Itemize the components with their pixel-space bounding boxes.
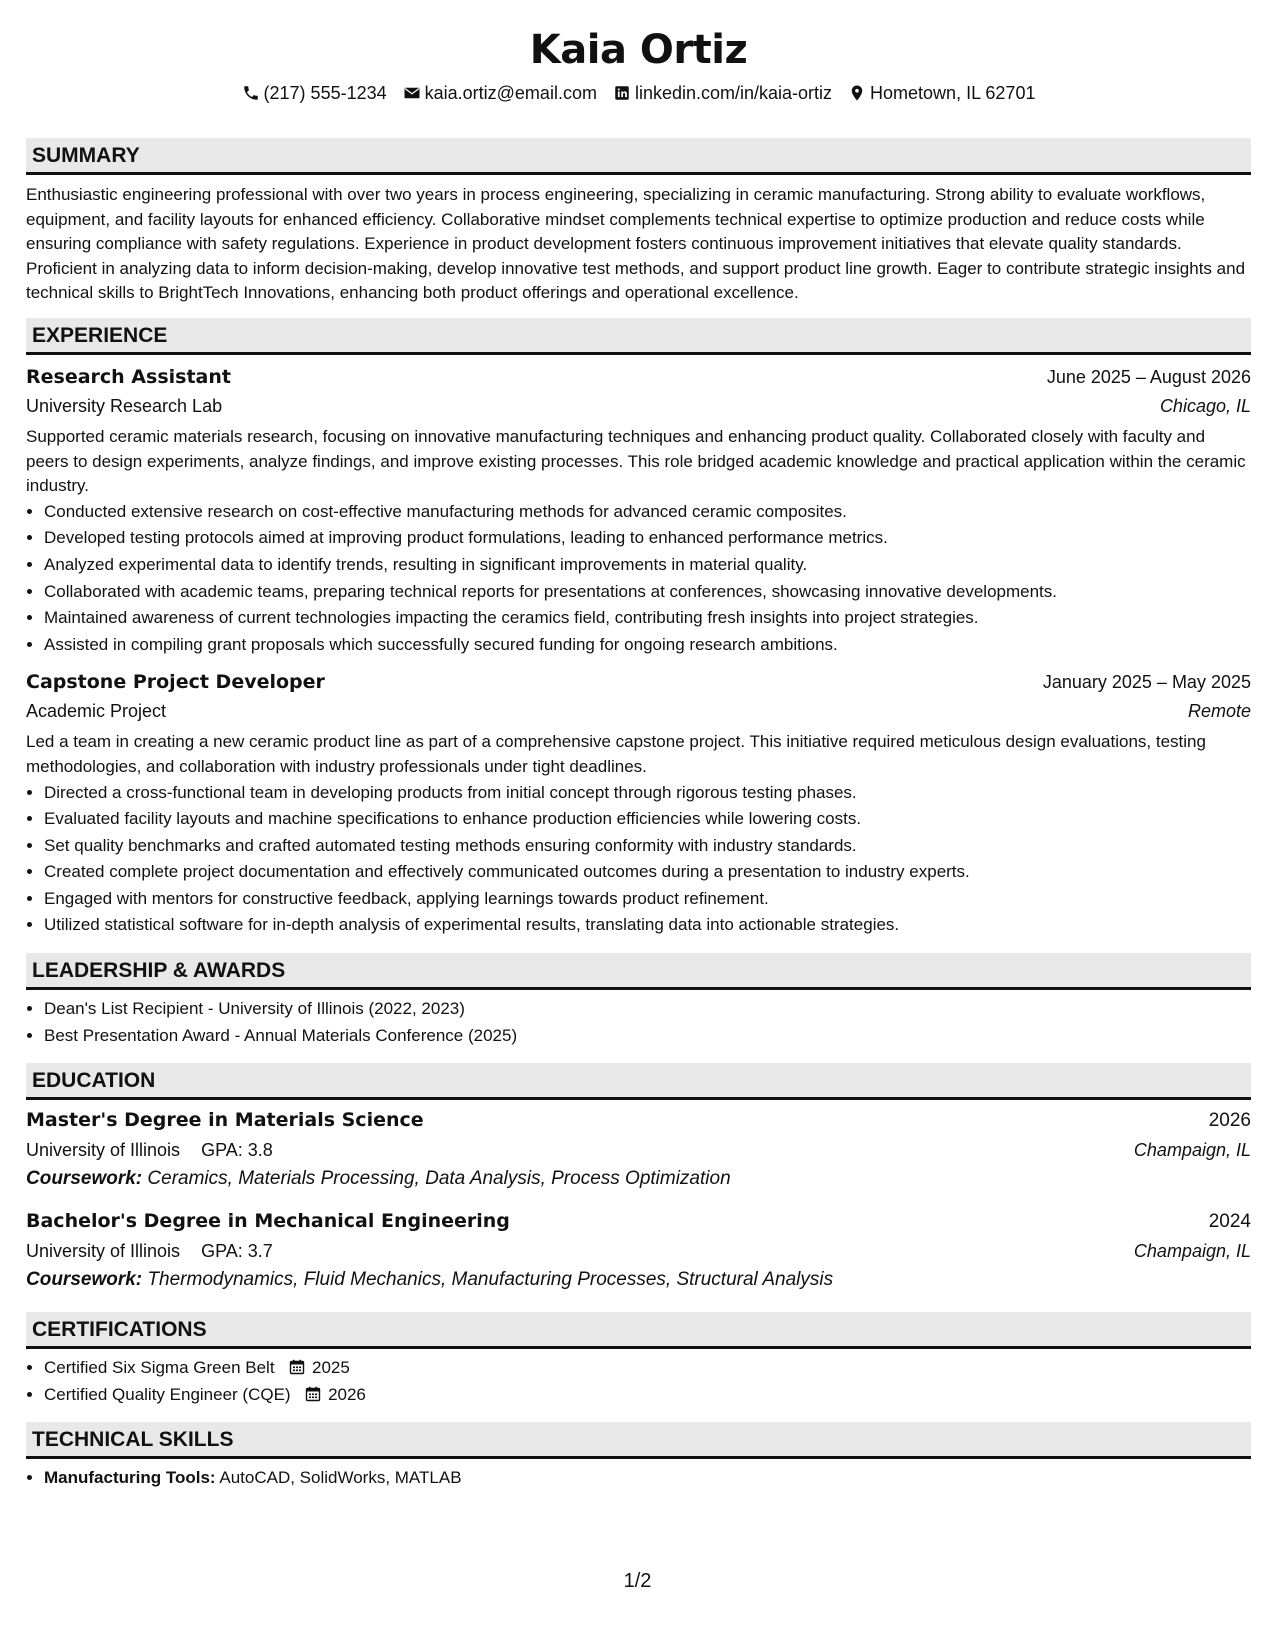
- job-description: Led a team in creating a new ceramic product line as part of a comprehensive capstone project. This initiative required meticulous design evaluations, testing methodologies, and collaboration with industry professionals under tight deadlines.: [26, 732, 1206, 776]
- list-item: • Set quality benchmarks and crafted automated testing methods ensuring conformity with industry standards.: [44, 833, 1251, 860]
- linkedin-text: linkedin.com/in/kaia-ortiz: [634, 83, 833, 103]
- degree-title: Bachelor's Degree in Mechanical Engineering: [26, 1210, 510, 1233]
- contact-bar: [26, 82, 1251, 104]
- list-item: [44, 1382, 1251, 1409]
- list-item: [44, 1355, 1251, 1382]
- list-item: • Best Presentation Award - Annual Materials Conference (2025): [44, 1023, 1251, 1050]
- coursework: [26, 1266, 1251, 1294]
- linkedin-icon: [613, 84, 631, 102]
- coursework-label: Coursework:: [26, 1269, 143, 1291]
- list-item: • Utilized statistical software for in-depth analysis of experimental results, translating data into actionable strategies.: [44, 912, 1251, 939]
- list-item: • Maintained awareness of current technologies impacting the ceramics field, contributing fresh insights into project strategies.: [44, 605, 1251, 632]
- phone-text: (217) 555-1234: [263, 83, 387, 103]
- list-item: • Assisted in compiling grant proposals which successfully secured funding for ongoing research ambitions.: [44, 632, 1251, 659]
- job-bullets: [26, 499, 1251, 659]
- degree-title: Master's Degree in Materials Science: [26, 1109, 424, 1132]
- certification-year: 2026: [328, 1384, 366, 1404]
- school-line: [26, 1236, 273, 1266]
- leadership-heading: LEADERSHIP & AWARDS: [26, 953, 1251, 990]
- skill-label: Manufacturing Tools:: [44, 1468, 216, 1488]
- coursework-label: Coursework:: [26, 1168, 143, 1190]
- contact-linkedin[interactable]: [613, 82, 832, 104]
- degree-year: 2026: [1208, 1110, 1251, 1132]
- job-entry: [26, 668, 1251, 939]
- certification-name: Certified Six Sigma Green Belt: [44, 1358, 275, 1378]
- phone-icon: [242, 84, 260, 102]
- calendar-icon: [289, 1359, 305, 1375]
- skills-list: [26, 1465, 1251, 1492]
- list-item: • Developed testing protocols aimed at improving product formulations, leading to enhanced performance metrics.: [44, 525, 1251, 552]
- list-item: • Dean's List Recipient - University of Illinois (2022, 2023): [44, 996, 1251, 1023]
- summary-heading: SUMMARY: [26, 138, 1251, 175]
- list-item: • Collaborated with academic teams, preparing technical reports for presentations at conferences, showcasing innovative developments.: [44, 579, 1251, 606]
- gpa: GPA: 3.7: [201, 1241, 273, 1262]
- education-heading: EDUCATION: [26, 1063, 1251, 1100]
- summary-text: Enthusiastic engineering professional with over two years in process engineering, specializing in ceramic manufacturing. Strong ability to evaluate workflows, equipment, and facility layouts for enhanced efficiency. Collaborative mindset complements technical expertise to optimize production and reduce costs while ensuring compliance with safety regulations. Experience in product development fosters continuous improvement initiatives that elevate quality standards. Proficient in analyzing data to inform decision-making, develop innovative test methods, and support product line growth. Eager to contribute strategic insights and technical skills to BrightTech Innovations, enhancing both product offerings and operational excellence.: [26, 185, 1246, 303]
- calendar-icon: [305, 1386, 321, 1402]
- school-line: [26, 1135, 273, 1165]
- school-location: Champaign, IL: [1133, 1140, 1251, 1161]
- school-location: Champaign, IL: [1133, 1241, 1251, 1262]
- skills-heading: TECHNICAL SKILLS: [26, 1422, 1251, 1459]
- job-dates: June 2025 – August 2026: [1046, 366, 1251, 387]
- coursework-list: Thermodynamics, Fluid Mechanics, Manufacturing Processes, Structural Analysis: [147, 1269, 834, 1291]
- job-title: Capstone Project Developer: [26, 671, 325, 694]
- school-name: University of Illinois: [26, 1241, 181, 1262]
- list-item: • Analyzed experimental data to identify trends, resulting in significant improvements in material quality.: [44, 552, 1251, 579]
- job-organization: Academic Project: [26, 701, 167, 722]
- certifications-heading: CERTIFICATIONS: [26, 1312, 1251, 1349]
- contact-location: [848, 82, 1035, 104]
- job-location: Chicago, IL: [1159, 395, 1251, 416]
- education-entry: [26, 1207, 1251, 1294]
- contact-phone: [242, 82, 387, 104]
- envelope-icon: [403, 84, 421, 102]
- list-item: [44, 1465, 1251, 1492]
- list-item: • Engaged with mentors for constructive feedback, applying learnings towards product refinement.: [44, 886, 1251, 913]
- contact-email[interactable]: [403, 82, 597, 104]
- job-description: Supported ceramic materials research, focusing on innovative manufacturing techniques and enhancing product quality. Collaborated closely with faculty and peers to design experiments, analyze findings, and improve existing processes. This role bridged academic knowledge and practical application within the ceramic industry.: [26, 426, 1246, 496]
- education-entry: [26, 1106, 1251, 1193]
- job-dates: January 2025 – May 2025: [1042, 672, 1251, 693]
- location-text: Hometown, IL 62701: [870, 83, 1036, 103]
- list-item: • Directed a cross-functional team in developing products from initial concept through rigorous testing phases.: [44, 780, 1251, 807]
- experience-heading: EXPERIENCE: [26, 318, 1251, 355]
- job-location: Remote: [1187, 701, 1251, 722]
- certifications-list: [26, 1355, 1251, 1408]
- coursework: [26, 1165, 1251, 1193]
- degree-year: 2024: [1208, 1211, 1251, 1233]
- page-number: 1/2: [623, 1570, 652, 1592]
- leadership-list: [26, 996, 1251, 1049]
- job-organization: University Research Lab: [26, 395, 223, 416]
- list-item: • Evaluated facility layouts and machine specifications to enhance production efficiencies while lowering costs.: [44, 806, 1251, 833]
- school-name: University of Illinois: [26, 1140, 181, 1161]
- job-bullets: [26, 780, 1251, 940]
- skill-value: AutoCAD, SolidWorks, MATLAB: [219, 1468, 462, 1488]
- resume-page: [26, 0, 1251, 1492]
- job-title: Research Assistant: [26, 365, 231, 388]
- map-pin-icon: [848, 84, 866, 102]
- coursework-list: Ceramics, Materials Processing, Data Analysis, Process Optimization: [147, 1168, 731, 1190]
- certification-name: Certified Quality Engineer (CQE): [44, 1384, 291, 1404]
- list-item: • Conducted extensive research on cost-effective manufacturing methods for advanced ceramic composites.: [44, 499, 1251, 526]
- job-entry: [26, 363, 1251, 658]
- candidate-name: Kaia Ortiz: [529, 27, 748, 73]
- email-text: kaia.ortiz@email.com: [424, 83, 597, 103]
- certification-year: 2025: [312, 1358, 350, 1378]
- list-item: • Created complete project documentation and effectively communicated outcomes during a presentation to industry experts.: [44, 859, 1251, 886]
- gpa: GPA: 3.8: [201, 1140, 273, 1161]
